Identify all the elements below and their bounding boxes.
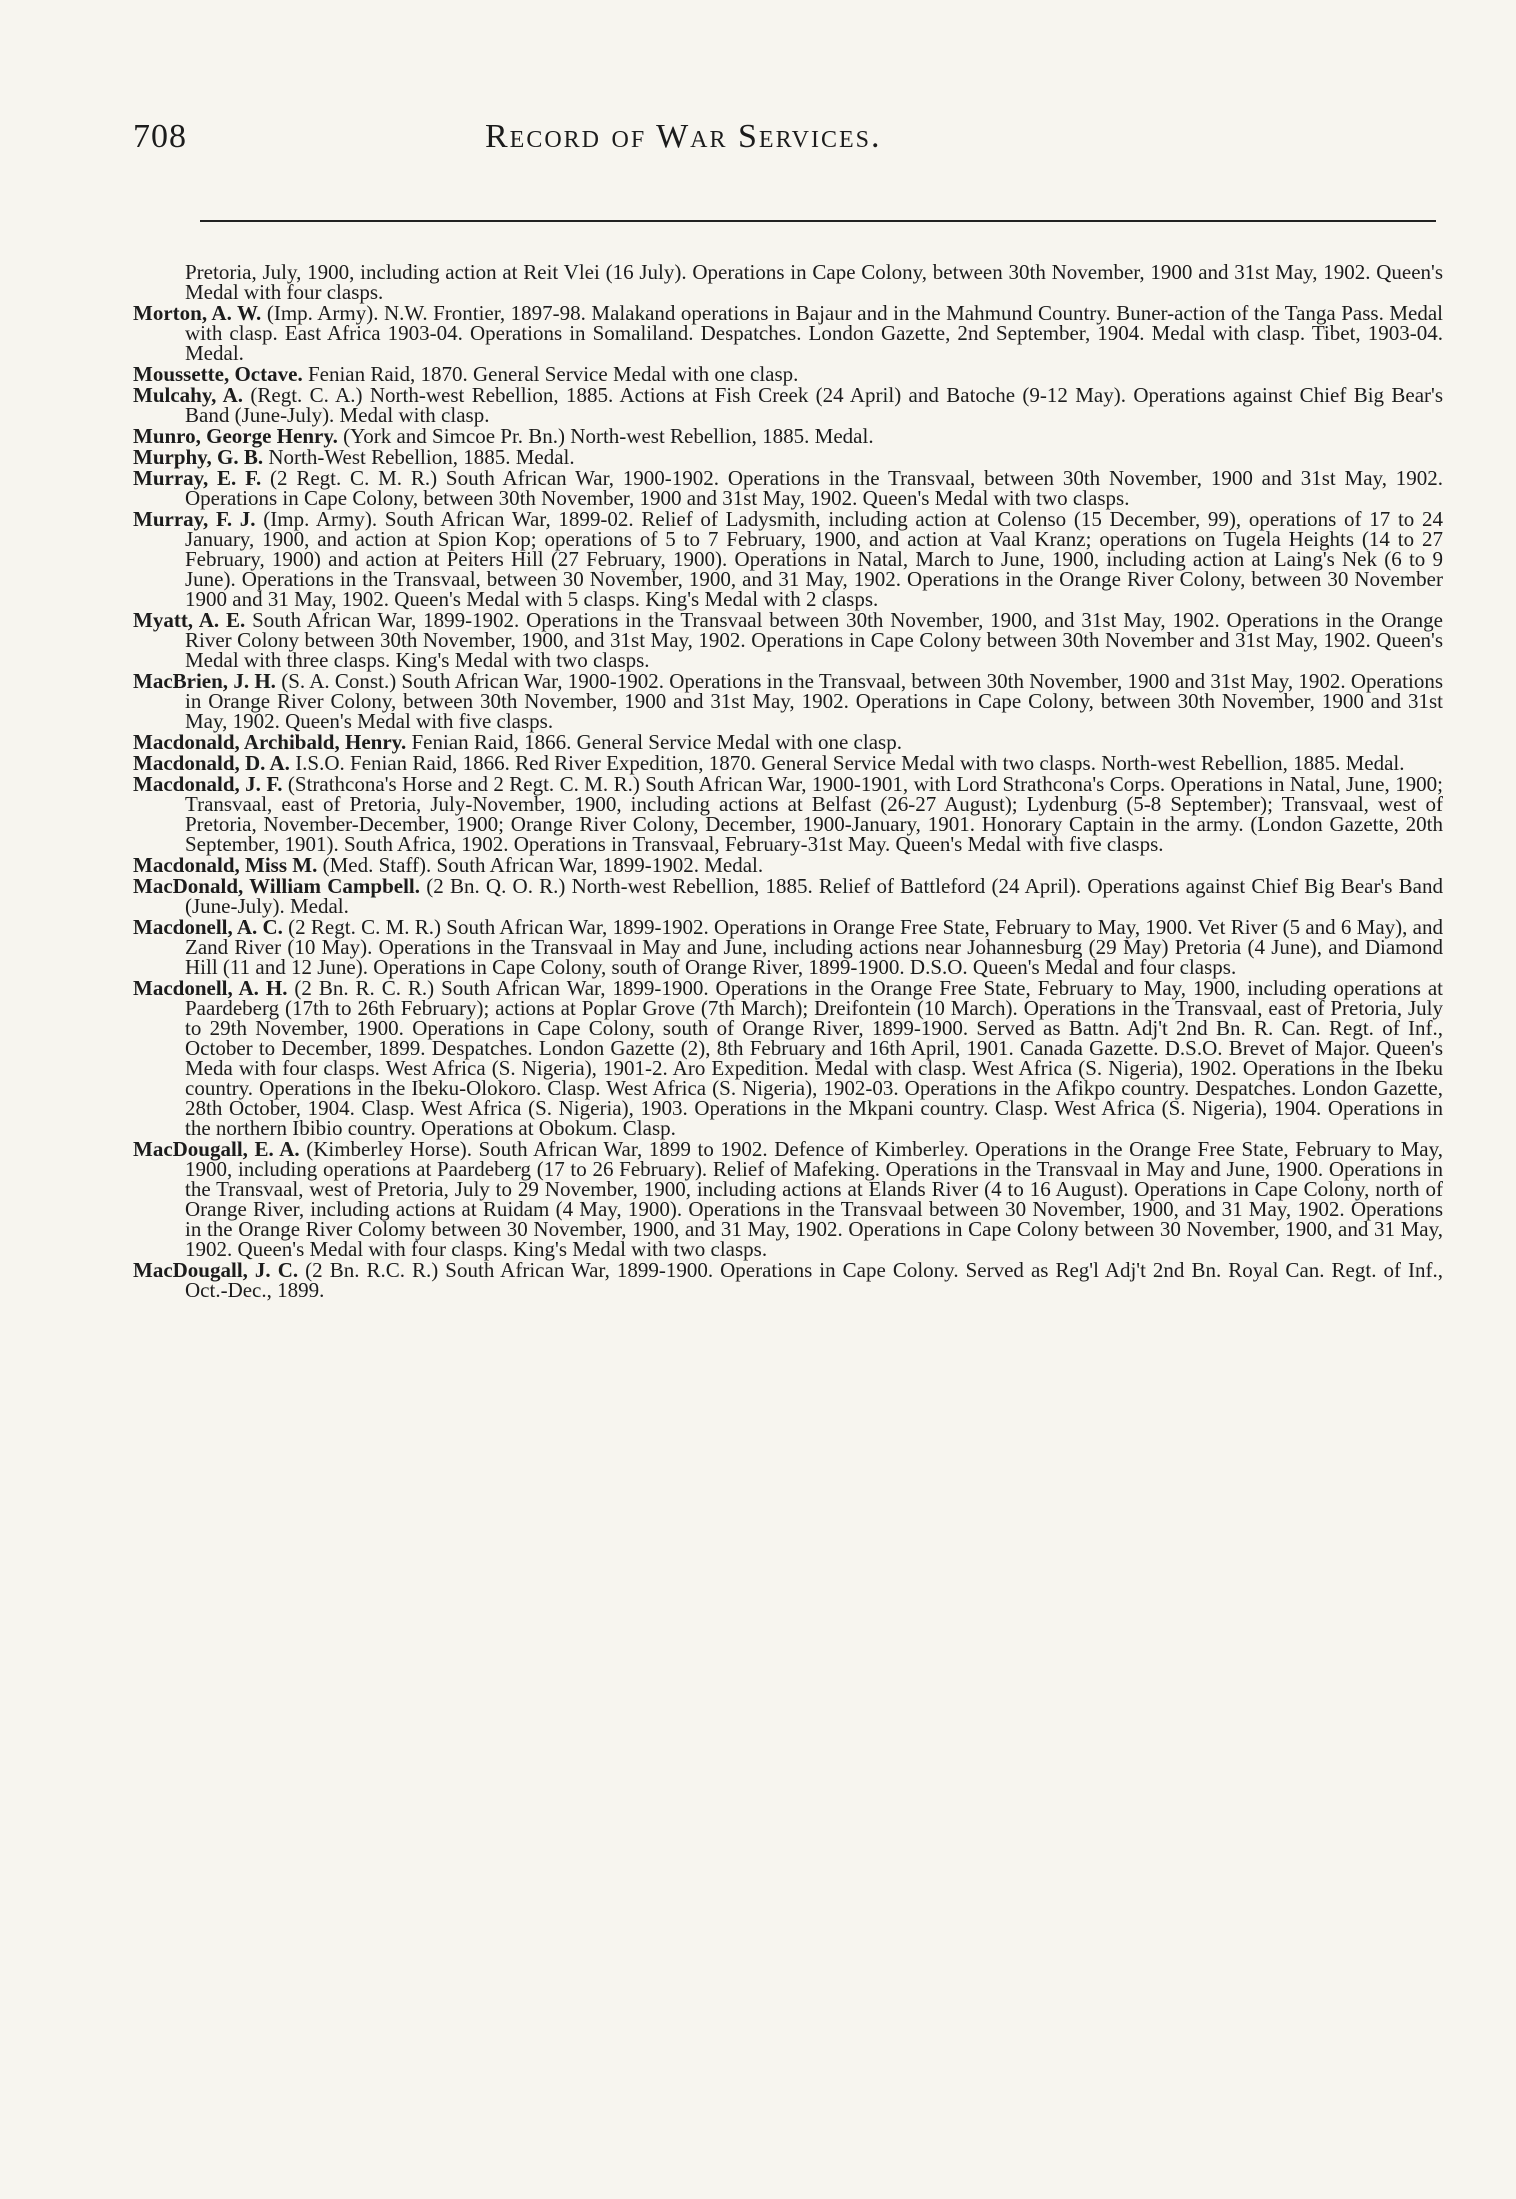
entry-name: MacBrien, J. H. [133, 669, 276, 693]
entry-text: I.S.O. Fenian Raid, 1866. Red River Expedition, 1870. General Service Medal with two clasps. North-west Rebellion, 1885. Medal. [289, 751, 1405, 775]
entry-text: (2 Bn. R.C. R.) South African War, 1899-1900. Operations in Cape Colony. Served as Reg'l Adj't 2nd Bn. Royal Can. Regt. of Inf., Oct.-Dec., 1899. [185, 1258, 1443, 1302]
list-item [133, 1139, 1443, 1259]
entry-text: Fenian Raid, 1870. General Service Medal with one clasp. [302, 362, 799, 386]
list-item [133, 978, 1443, 1138]
list-item [133, 917, 1443, 977]
entry-name: Murray, F. J. [133, 507, 256, 531]
entry-text: (Strathcona's Horse and 2 Regt. C. M. R.) South African War, 1900-1901, with Lord Strathcona's Corps. Operations in Natal, June, 1900; Transvaal, east of Pretoria, July-November, 1900, including actions at Belfast (26-27 August); Lydenburg (5-8 September); Transvaal, west of Pretoria, November-December, 1900; Orange River Colony, December, 1900-January, 1901. Honorary Captain in the army. (London Gazette, 20th September, 1901). South Africa, 1902. Operations in Transvaal, February-31st May. Queen's Medal with five clasps. [185, 772, 1443, 856]
list-item [133, 426, 1443, 446]
entry-name: Murray, E. F. [133, 466, 262, 490]
entry-name: Moussette, Octave. [133, 362, 303, 386]
entry-text: (2 Regt. C. M. R.) South African War, 1899-1902. Operations in Orange Free State, February to May, 1900. Vet River (5 and 6 May), and Zand River (10 May). Operations in the Transvaal in May and June, including actions near Johannesburg (29 May) Pretoria (4 June), and Diamond Hill (11 and 12 June). Operations in Cape Colony, south of Orange River, 1899-1900. D.S.O. Queen's Medal and four clasps. [185, 915, 1443, 979]
list-item [133, 774, 1443, 854]
entry-text: South African War, 1899-1902. Operations in the Transvaal between 30th November, 1900, and 31st May, 1902. Operations in the Orange River Colony between 30th November, 1900, and 31st May, 1902. Operations in Cape Colony between 30th November and 31st May, 1902. Queen's Medal with three clasps. King's Medal with two clasps. [185, 608, 1443, 672]
list-item [133, 509, 1443, 609]
list-item [133, 1260, 1443, 1300]
entry-text: (Med. Staff). South African War, 1899-1902. Medal. [317, 853, 764, 877]
entry-text: (2 Bn. R. C. R.) South African War, 1899-1900. Operations in the Orange Free State, February to May, 1900, including operations at Paardeberg (17th to 26th February); actions at Poplar Grove (7th March); Dreifontein (10 March). Operations in the Transvaal, east of Pretoria, July to 29th November, 1900. Operations in Cape Colony, south of Orange River, 1899-1900. Served as Battn. Adj't 2nd Bn. R. Can. Regt. of Inf., October to December, 1899. Despatches. London Gazette (2), 8th February and 16th April, 1901. Canada Gazette. D.S.O. Brevet of Major. Queen's Meda with four clasps. West Africa (S. Nigeria), 1901-2. Aro Expedition. Medal with clasp. West Africa (S. Nigeria), 1902. Operations in the Ibeku country. Operations in the Ibeku-Olokoro. Clasp. West Africa (S. Nigeria), 1902-03. Operations in the Afikpo country. Despatches. London Gazette, 28th October, 1904. Clasp. West Africa (S. Nigeria), 1903. Operations in the Mkpani country. Clasp. West Africa (S. Nigeria), 1904. Operations in the northern Ibibio country. Operations at Obokum. Clasp. [185, 976, 1443, 1140]
entry-name: Macdonald, D. A. [133, 751, 290, 775]
running-title: Record of War Services. [485, 118, 882, 155]
list-item: Pretoria, July, 1900, including action at Reit Vlei (16 July). Operations in Cape Colony, between 30th November, 1900 and 31st May, 1902. Queen's Medal with four clasps. [185, 260, 1443, 304]
entry-name: Murphy, G. B. [133, 445, 264, 469]
entry-name: Macdonald, Archibald, Henry. [133, 730, 407, 754]
list-item [133, 855, 1443, 875]
entry-text: (York and Simcoe Pr. Bn.) North-west Rebellion, 1885. Medal. [337, 424, 874, 448]
page-header [133, 118, 1443, 178]
list-item [133, 447, 1443, 467]
list-item [133, 303, 1443, 363]
entry-name: Morton, A. W. [133, 301, 262, 325]
entry-text: (2 Bn. Q. O. R.) North-west Rebellion, 1885. Relief of Battleford (24 April). Operations against Chief Big Bear's Band (June-July). Medal. [185, 874, 1443, 918]
list-item [133, 364, 1443, 384]
entry-text: (Imp. Army). South African War, 1899-02. Relief of Ladysmith, including action at Colenso (15 December, 99), operations of 17 to 24 January, 1900, and action at Spion Kop; operations of 5 to 7 February, 1900, and action at Vaal Kranz; operations on Tugela Heights (14 to 27 February, 1900) and action at Peiters Hill (27 February, 1900). Operations in Natal, March to June, 1900, including action at Laing's Nek (6 to 9 June). Operations in the Transvaal, between 30 November, 1900, and 31 May, 1902. Operations in the Orange River Colony, between 30 November 1900 and 31 May, 1902. Queen's Medal with 5 clasps. King's Medal with 2 clasps. [185, 507, 1443, 611]
entry-name: Macdonell, A. H. [133, 976, 288, 1000]
header-rule [200, 220, 1436, 222]
entry-name: Macdonell, A. C. [133, 915, 283, 939]
list-item [133, 732, 1443, 752]
entries-list [133, 262, 1443, 1301]
list-item [133, 468, 1443, 508]
list-item [133, 876, 1443, 916]
entry-text: (2 Regt. C. M. R.) South African War, 1900-1902. Operations in the Transvaal, between 30th November, 1900 and 31st May, 1902. Operations in Cape Colony, between 30th November, 1900 and 31st May, 1902. Queen's Medal with two clasps. [185, 466, 1443, 510]
entry-name: Mulcahy, A. [133, 383, 244, 407]
list-item [133, 610, 1443, 670]
entry-name: MacDougall, E. A. [133, 1137, 300, 1161]
entry-text: North-West Rebellion, 1885. Medal. [263, 445, 575, 469]
entry-text: (Kimberley Horse). South African War, 1899 to 1902. Defence of Kimberley. Operations in the Orange Free State, February to May, 1900, including operations at Paardeberg (17 to 26 February). Relief of Mafeking. Operations in the Transvaal in May and June, 1900. Operations in the Transvaal, west of Pretoria, July to 29 November, 1900, including actions at Elands River (4 to 16 August). Operations in Cape Colony, north of Orange River, including actions at Ruidam (4 May, 1900). Operations in the Transvaal between 30 November, 1900, and 31 May, 1902. Operations in the Orange River Colomy between 30 November, 1900, and 31 May, 1902. Operations in Cape Colony between 30 November, 1900, and 31 May, 1902. Queen's Medal with four clasps. King's Medal with two clasps. [185, 1137, 1444, 1261]
entry-name: Macdonald, J. F. [133, 772, 283, 796]
entry-name: Macdonald, Miss M. [133, 853, 318, 877]
list-item [133, 671, 1443, 731]
entry-text: (Imp. Army). N.W. Frontier, 1897-98. Malakand operations in Bajaur and in the Mahmund Country. Buner-action of the Tanga Pass. Medal with clasp. East Africa 1903-04. Operations in Somaliland. Despatches. London Gazette, 2nd September, 1904. Medal with clasp. Tibet, 1903-04. Medal. [185, 301, 1444, 365]
list-item [133, 385, 1443, 425]
entry-name: Myatt, A. E. [133, 608, 246, 632]
entry-text: Fenian Raid, 1866. General Service Medal with one clasp. [406, 730, 902, 754]
page-number: 708 [133, 118, 187, 155]
entry-text: (S. A. Const.) South African War, 1900-1902. Operations in the Transvaal, between 30th November, 1900 and 31st May, 1902. Operations in Orange River Colony, between 30th November, 1900 and 31st May, 1902. Operations in Cape Colony, between 30th November, 1900 and 31st May, 1902. Queen's Medal with five clasps. [185, 669, 1444, 733]
entry-text: (Regt. C. A.) North-west Rebellion, 1885. Actions at Fish Creek (24 April) and Batoche (9-12 May). Operations against Chief Big Bear's Band (June-July). Medal with clasp. [185, 383, 1443, 427]
entry-name: Munro, George Henry. [133, 424, 338, 448]
entry-name: MacDougall, J. C. [133, 1258, 299, 1282]
entry-name: MacDonald, William Campbell. [133, 874, 421, 898]
list-item [133, 753, 1443, 773]
